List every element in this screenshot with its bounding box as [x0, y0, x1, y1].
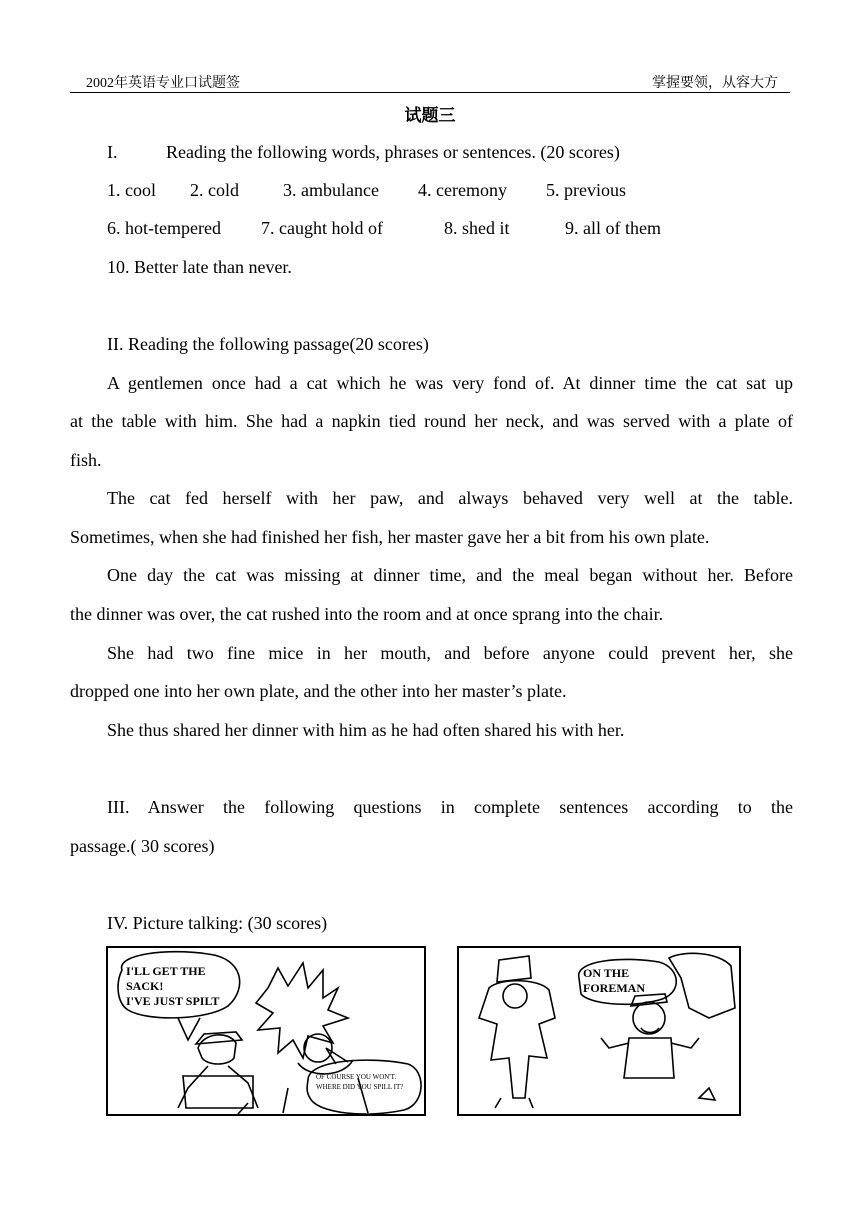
comic-panel-1 — [106, 946, 426, 1116]
comic2-bubble-line: FOREMAN — [583, 981, 645, 995]
comic1-bubble2-line: OF COURSE YOU WON'T. — [316, 1073, 397, 1081]
comic1-bubble1-line: I'VE JUST SPILT — [126, 994, 220, 1008]
comic1-bubble2-line: WHERE DID YOU SPILL IT? — [316, 1083, 404, 1091]
passage-line: at the table with him. She had a napkin tied round her neck, and was served with a plate of — [70, 411, 793, 431]
section3-line: passage.( 30 scores) — [70, 836, 215, 856]
word-item: 9. all of them — [565, 218, 661, 238]
word-item: 7. caught hold of — [261, 218, 383, 238]
passage-line: One day the cat was missing at dinner time, and the meal began without her. Before — [107, 565, 793, 585]
comic1-bubble2 — [316, 1072, 403, 1092]
section4-heading: IV. Picture talking: (30 scores) — [107, 913, 328, 933]
header-right: 掌握要领，从容大方 — [652, 76, 778, 91]
word-item: 1. cool — [107, 180, 156, 200]
passage-line: the dinner was over, the cat rushed into the room and at once sprang into the chair. — [70, 604, 664, 624]
section1-numeral: I. — [107, 142, 118, 162]
section3-line: III. Answer the following questions in complete sentences according to the — [107, 797, 793, 817]
section2-heading: II. Reading the following passage(20 scores) — [107, 334, 429, 354]
section1-heading: Reading the following words, phrases or sentences. (20 scores) — [166, 142, 620, 162]
page-title: 试题三 — [404, 106, 456, 125]
passage-line: The cat fed herself with her paw, and always behaved very well at the table. — [107, 488, 793, 508]
passage-line: Sometimes, when she had finished her fish, her master gave her a bit from his own plate. — [70, 527, 710, 547]
word-item: 6. hot-tempered — [107, 218, 221, 238]
word-item: 2. cold — [190, 180, 239, 200]
passage-line: dropped one into her own plate, and the other into her master’s plate. — [70, 681, 567, 701]
passage-line: She thus shared her dinner with him as he had often shared his with her. — [107, 720, 625, 740]
word-item: 8. shed it — [444, 218, 510, 238]
passage-line: She had two fine mice in her mouth, and before anyone could prevent her, she — [107, 643, 793, 663]
comic1-bubble1-line: I'LL GET THE — [126, 964, 206, 978]
passage-line: fish. — [70, 450, 102, 470]
comic-panel-2 — [457, 946, 741, 1116]
word-item: 5. previous — [546, 180, 626, 200]
word-item: 10. Better late than never. — [107, 257, 292, 277]
header-left: 2002年英语专业口试题签 — [86, 76, 240, 91]
page-header — [70, 70, 790, 93]
comic2-bubble — [583, 966, 645, 996]
passage-line: A gentlemen once had a cat which he was very fond of. At dinner time the cat sat up — [107, 373, 793, 393]
word-item: 3. ambulance — [283, 180, 379, 200]
comic1-bubble1 — [126, 964, 219, 1009]
word-item: 4. ceremony — [418, 180, 507, 200]
comic2-bubble-line: ON THE — [583, 966, 630, 980]
comic1-bubble1-line: SACK! — [126, 979, 164, 993]
